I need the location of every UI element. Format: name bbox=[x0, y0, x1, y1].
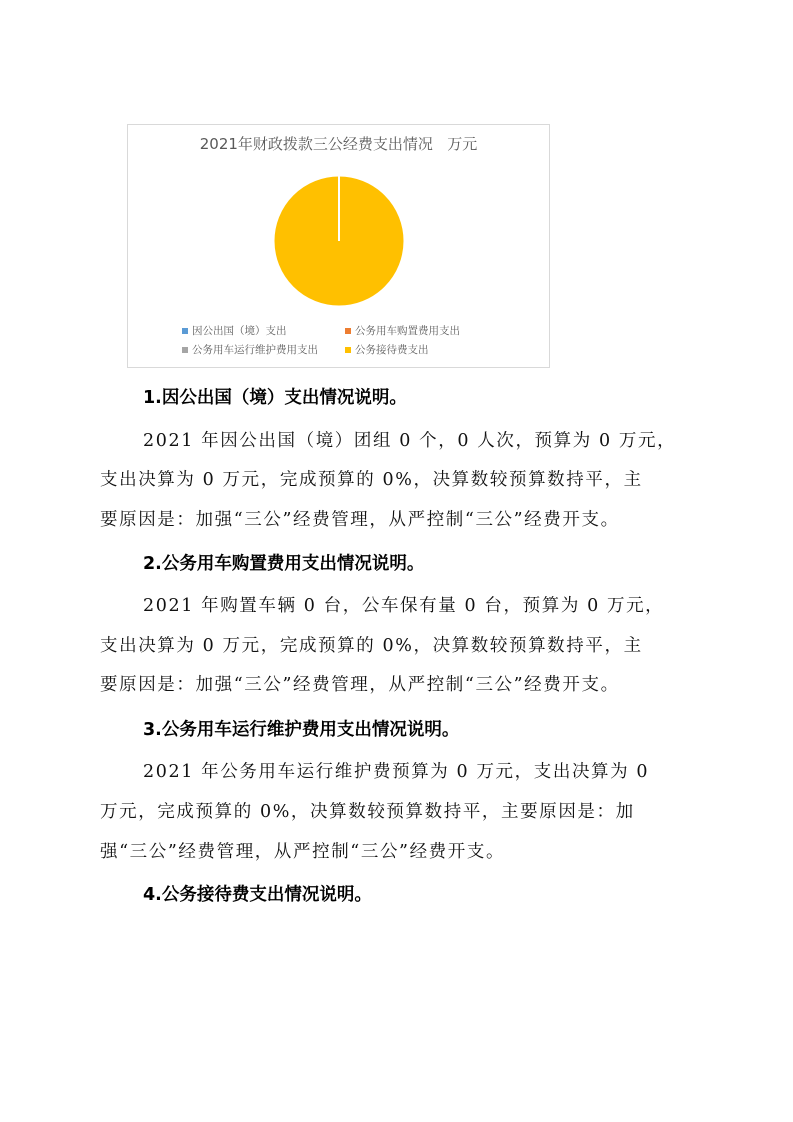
section-heading-2: 2.公务用车购置费用支出情况说明。 bbox=[143, 554, 425, 574]
legend-item bbox=[182, 323, 287, 338]
legend-swatch bbox=[182, 328, 188, 334]
section-heading-3: 3.公务用车运行维护费用支出情况说明。 bbox=[143, 720, 460, 740]
section-heading-4: 4.公务接待费支出情况说明。 bbox=[143, 885, 372, 905]
legend-item bbox=[345, 342, 429, 357]
paragraph-line: 2021 年公务用车运行维护费预算为 0 万元，支出决算为 0 bbox=[143, 762, 650, 782]
legend-label: 公务用车运行维护费用支出 bbox=[192, 344, 318, 356]
legend-label: 因公出国（境）支出 bbox=[192, 325, 287, 337]
pie-chart bbox=[127, 124, 550, 368]
paragraph-line: 万元，完成预算的 0%，决算数较预算数持平，主要原因是：加 bbox=[100, 802, 635, 822]
paragraph-line: 2021 年购置车辆 0 台，公车保有量 0 台，预算为 0 万元， bbox=[143, 596, 665, 616]
legend-label: 公务接待费支出 bbox=[355, 344, 429, 356]
paragraph-line: 支出决算为 0 万元，完成预算的 0%，决算数较预算数持平，主 bbox=[100, 636, 643, 656]
paragraph-line: 强“三公”经费管理，从严控制“三公”经费开支。 bbox=[100, 842, 506, 862]
paragraph-line: 要原因是：加强“三公”经费管理，从严控制“三公”经费开支。 bbox=[100, 675, 620, 695]
paragraph-line: 2021 年因公出国（境）团组 0 个，0 人次，预算为 0 万元， bbox=[143, 431, 677, 451]
legend-item bbox=[182, 342, 318, 357]
section-heading-1: 1.因公出国（境）支出情况说明。 bbox=[143, 388, 407, 408]
legend-label: 公务用车购置费用支出 bbox=[355, 325, 460, 337]
legend-swatch bbox=[182, 347, 188, 353]
legend-item bbox=[345, 323, 460, 338]
chart-title: 2021年财政拨款三公经费支出情况 万元 bbox=[199, 135, 478, 153]
legend-swatch bbox=[345, 347, 351, 353]
paragraph-line: 要原因是：加强“三公”经费管理，从严控制“三公”经费开支。 bbox=[100, 510, 620, 530]
legend-swatch bbox=[345, 328, 351, 334]
paragraph-line: 支出决算为 0 万元，完成预算的 0%，决算数较预算数持平，主 bbox=[100, 470, 643, 490]
